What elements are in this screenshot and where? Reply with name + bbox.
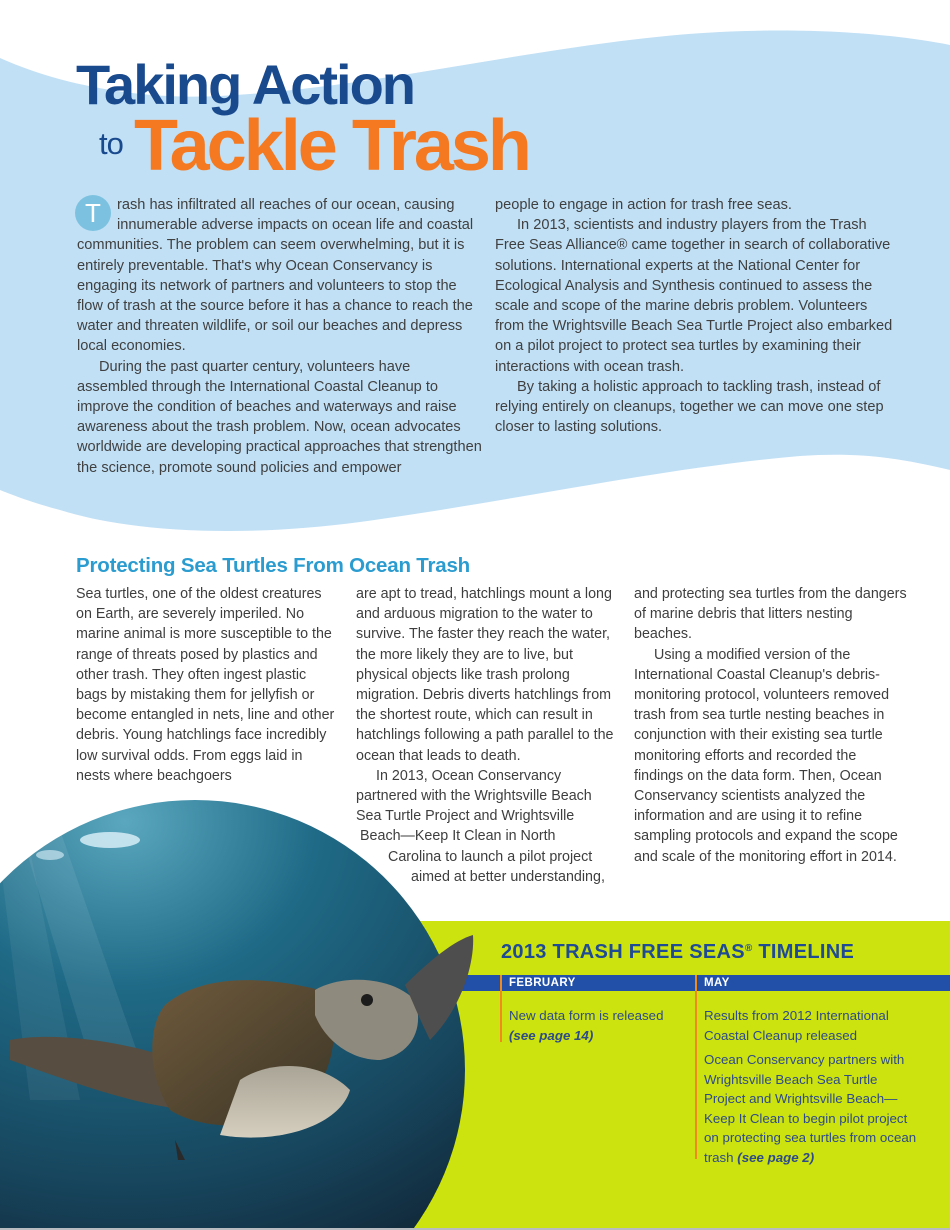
timeline-entry-text: Results from 2012 International Coastal Cleanup released [704, 1008, 889, 1043]
title-line1: Taking Action [76, 53, 414, 116]
timeline-entry-text: Ocean Conservancy partners with Wrightsville Beach Sea Turtle Project and Wrightsville Beach—Keep It Clean to begin pilot project on protecting sea turtles from ocean trash [704, 1052, 917, 1165]
timeline-entry [509, 1006, 689, 1045]
timeline-month-may: MAY [704, 977, 730, 989]
timeline-entry [704, 1006, 919, 1045]
article-col3-paragraph-1: and protecting sea turtles from the dangers of marine debris that litters nesting beaches. [634, 586, 907, 643]
text-line: Beach—Keep It Clean in North [360, 828, 556, 845]
page-reference: (see page 2) [737, 1149, 815, 1165]
intro-column-right [495, 195, 900, 437]
timeline-entry-text: New data form is released [509, 1008, 664, 1023]
article-col1-text: Sea turtles, one of the oldest creatures on Earth, are severely imperiled. No marine animal is more susceptible to the range of threats posed by plastics and other trash. They often ingest plastic bags by mistaking them for jellyfish or become entangled in nets, line and other debris. Young hatchlings face incredibly low survival odds. From eggs laid in nests where beachgoers [76, 586, 335, 784]
drop-cap: T [75, 195, 111, 231]
text-line: Carolina to launch a pilot project [388, 848, 593, 865]
text-line: Sea Turtle Project and Wrightsville [356, 808, 575, 825]
section-heading: Protecting Sea Turtles From Ocean Trash [76, 554, 470, 577]
intro-paragraph-1-text: rash has infiltrated all reaches of our ocean, causing innumerable adverse impacts on ocean life and coastal communities. The problem can seem overwhelming, but it is entirely preventable. That's why Ocean Conservancy is engaging its network of partners and volunteers to stop the flow of trash at the source before it has a chance to reach the water and threaten wildlife, or soil our beaches and depress local economies. [77, 197, 474, 355]
title-connector: to [99, 126, 123, 161]
intro-column-left [77, 195, 482, 478]
timeline-month-february: FEBRUARY [509, 977, 576, 989]
article-column-3 [634, 584, 909, 867]
timeline-title-main: 2013 TRASH FREE SEAS [501, 941, 745, 963]
text-line: partnered with the Wrightsville Beach [356, 788, 592, 805]
page-reference: (see page 14) [509, 1027, 594, 1043]
sea-turtle-photo [0, 800, 500, 1230]
intro-paragraph-2: During the past quarter century, volunteers have assembled through the International Coastal Cleanup to improve the condition of beaches and waterways and raise awareness about the trash problem. Now, ocean advocates worldwide are developing practical approaches that strengthen the science, promote sound policies and empower [77, 358, 482, 476]
timeline-entry [704, 1050, 919, 1167]
timeline-title [501, 941, 854, 964]
intro-paragraph-4: By taking a holistic approach to tackling trash, instead of relying entirely on cleanups, together we can move one step closer to lasting solutions. [495, 378, 884, 436]
timeline-title-end: TIMELINE [752, 941, 855, 963]
article-column-1 [76, 584, 338, 786]
intro-paragraph-1 [77, 195, 482, 357]
timeline-divider-may [695, 975, 697, 1159]
intro-paragraph-3: In 2013, scientists and industry players from the Trash Free Seas Alliance® came together in search of collaborative solutions. International experts at the National Center for Ecological Analysis and Synthesis continued to assess the scale and scope of the marine debris problem. Volunteers from the Wrightsville Beach Sea Turtle Project also embarked on a pilot project to protect sea turtles by examining their interactions with ocean trash. [495, 217, 893, 375]
registered-mark: ® [744, 943, 753, 954]
title-line2: Tackle Trash [134, 106, 529, 186]
text-line: aimed at better understanding, [411, 868, 605, 885]
text-line: In 2013, Ocean Conservancy [376, 767, 562, 784]
timeline-divider-february [500, 975, 502, 1042]
article-col2-paragraph-1: are apt to tread, hatchlings mount a long and arduous migration to the water to survive. The faster they reach the water, the more likely they are to live, but physical objects like trash prolong migration. Debris diverts hatchlings from the shortest route, which can result in hatchlings following a path parallel to the ocean that leads to death. [356, 586, 614, 764]
article-col3-paragraph-2: Using a modified version of the International Coastal Cleanup's debris-monitoring protocol, volunteers removed trash from sea turtle nesting beaches in conjunction with their existing sea turtle monitoring efforts and recorded the findings on the data form. Then, Ocean Conservancy scientists analyzed the information and are using it to refine sampling protocols and expand the scope and scale of the monitoring effort in 2014. [634, 646, 898, 865]
intro-paragraph-2-continued: people to engage in action for trash free seas. [495, 197, 792, 213]
